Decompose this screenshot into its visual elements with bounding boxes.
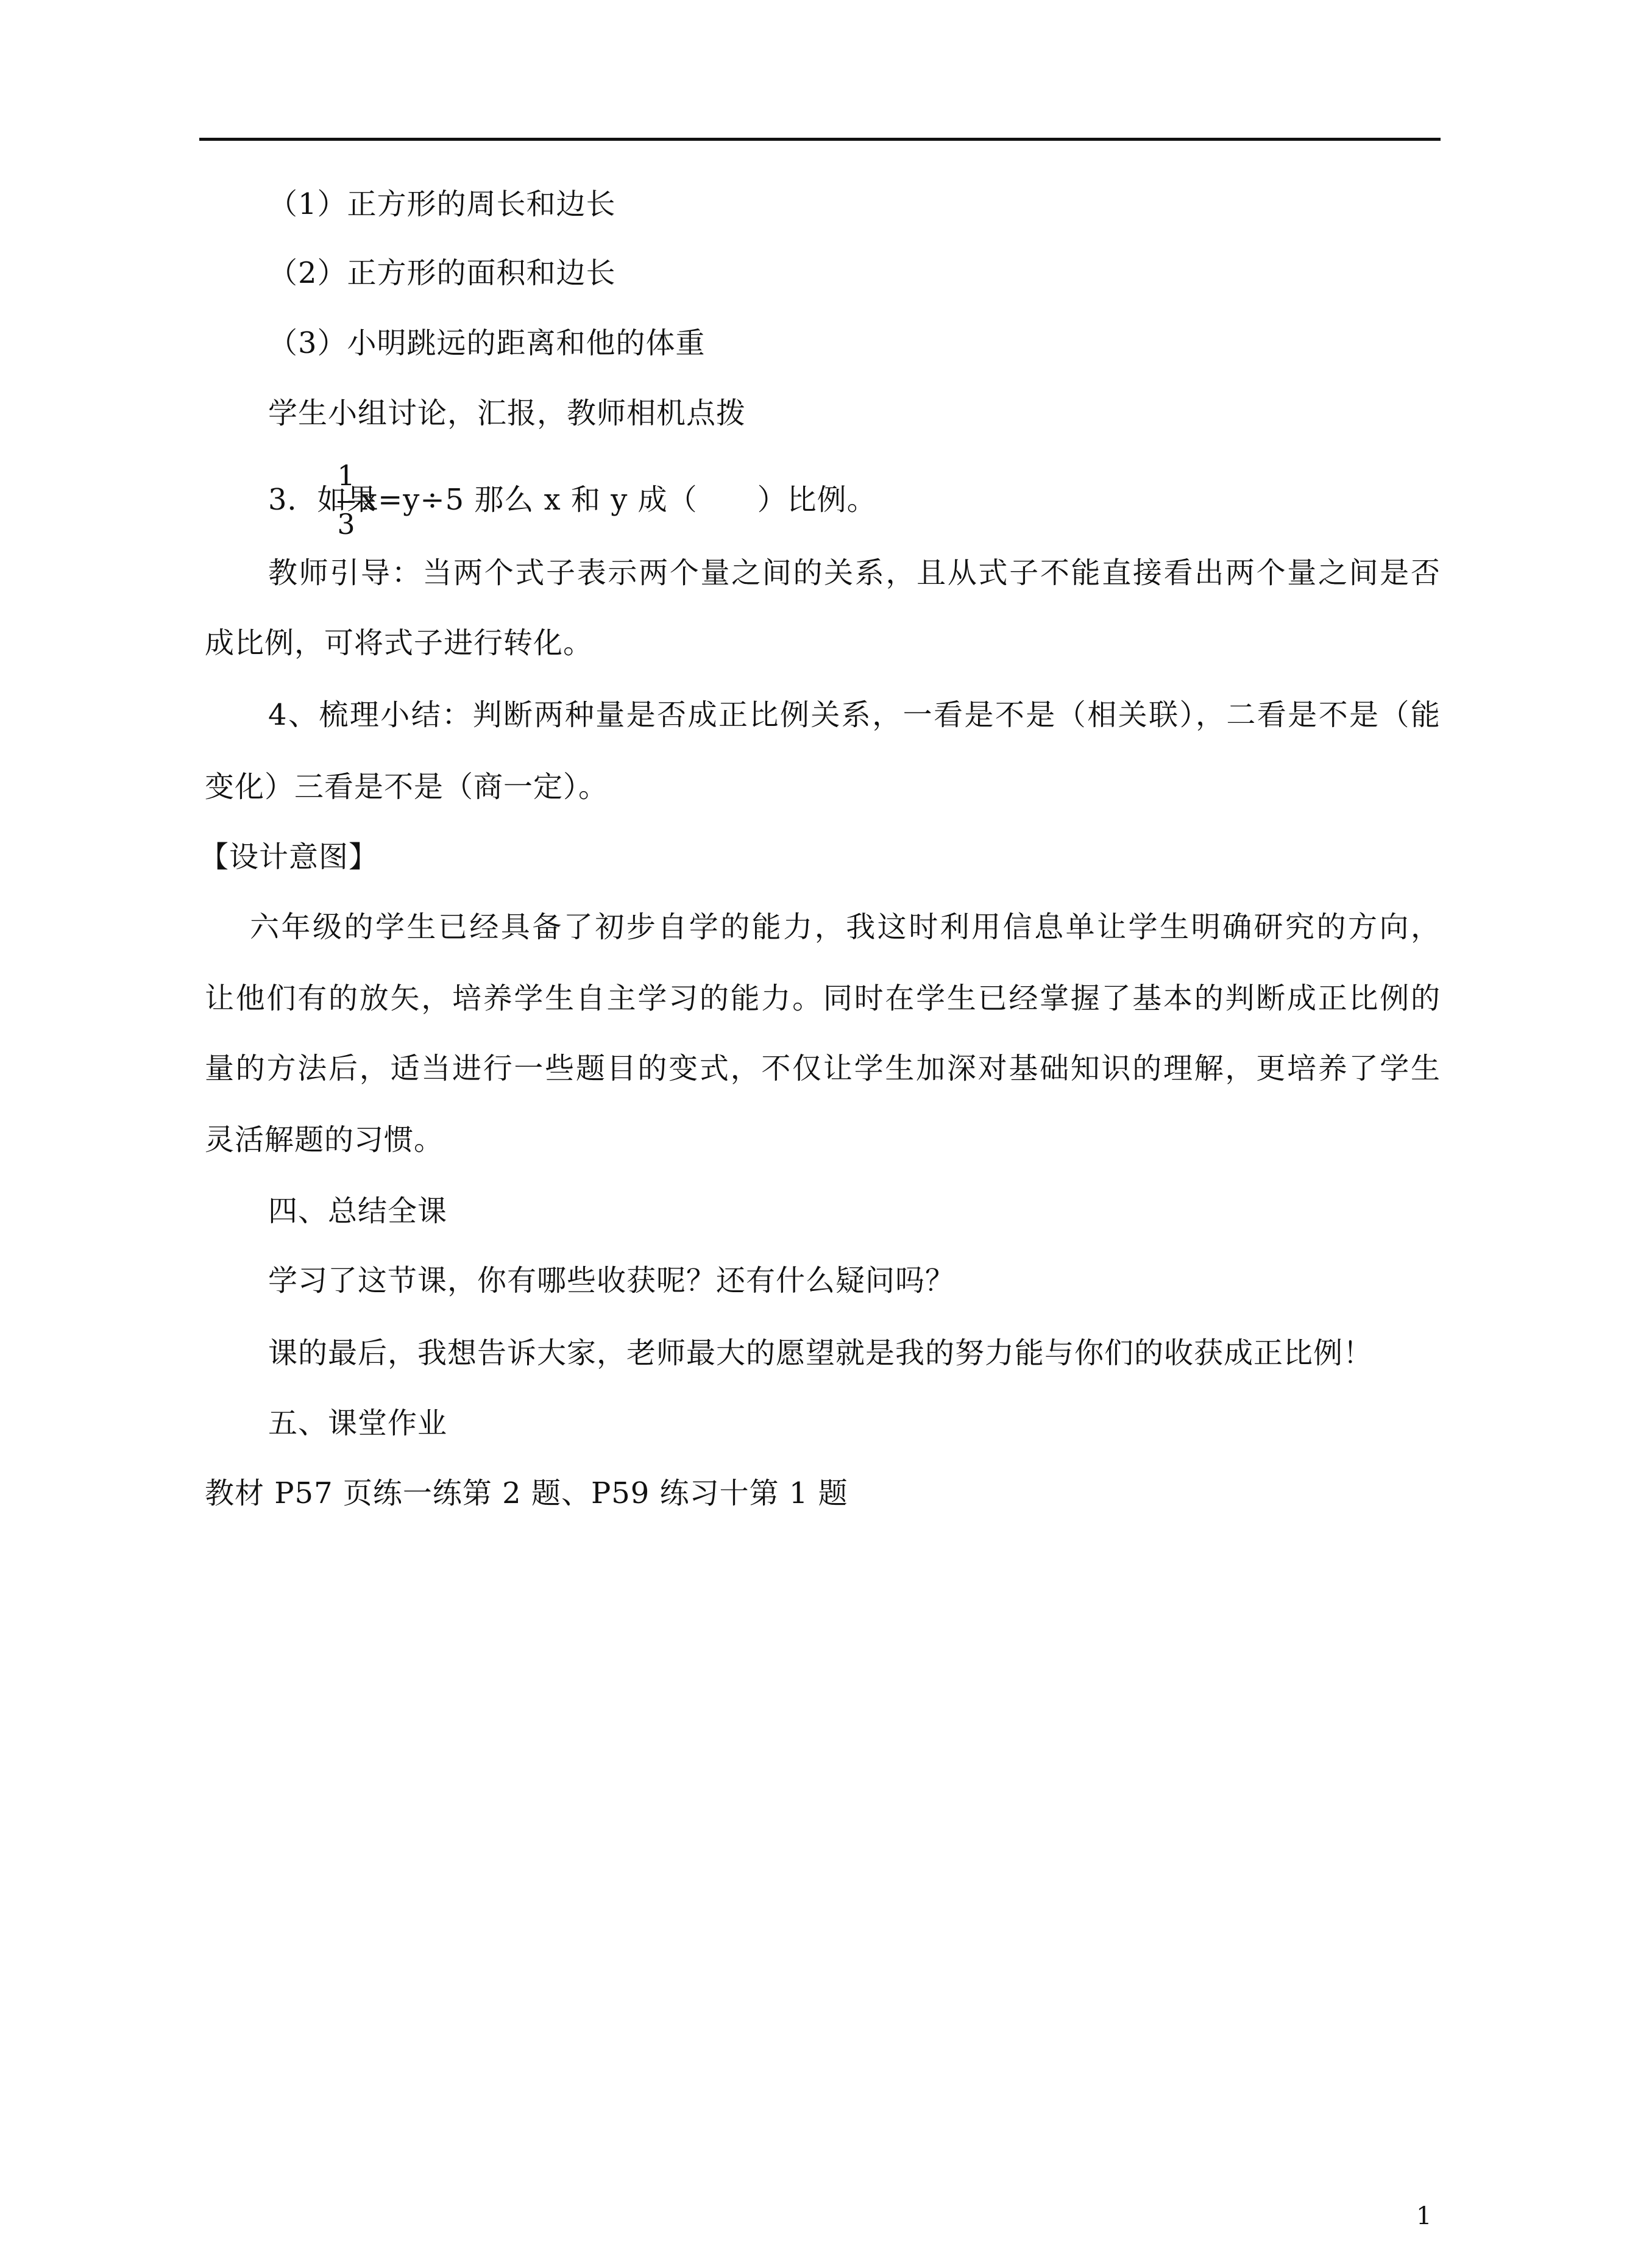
- fraction-denominator: 3: [337, 508, 355, 541]
- design-text-line-3: 量的方法后，适当进行一些题目的变式，不仅让学生加深对基础知识的理解，更培养了学生: [205, 1051, 1441, 1086]
- section-5-line-1: 教材 P57 页练一练第 2 题、P59 练习十第 1 题: [205, 1476, 848, 1510]
- summary-line-2: 变化）三看是不是（商一定）。: [205, 770, 609, 804]
- fraction-bar: [338, 501, 355, 503]
- design-text-line-4: 灵活解题的习惯。: [205, 1123, 444, 1157]
- item-2: （2）正方形的面积和边长: [268, 256, 616, 290]
- item-3: （3）小明跳远的距离和他的体重: [268, 326, 706, 360]
- guide-line-1: 教师引导：当两个式子表示两个量之间的关系，且从式子不能直接看出两个量之间是否: [268, 556, 1441, 590]
- header-rule: [199, 138, 1441, 141]
- section-4-line-2: 课的最后，我想告诉大家，老师最大的愿望就是我的努力能与你们的收获成正比例！: [268, 1336, 1374, 1370]
- design-text-line-1: 六年级的学生已经具备了初步自学的能力，我这时利用信息单让学生明确研究的方向，: [250, 910, 1441, 944]
- discussion-text: 学生小组讨论，汇报，教师相机点拨: [268, 396, 746, 430]
- question-3-prefix: 3．如果: [268, 483, 377, 517]
- fraction-numerator: 1: [337, 459, 355, 492]
- fraction-one-third: [334, 458, 358, 550]
- section-4-line-1: 学习了这节课，你有哪些收获呢？还有什么疑问吗？: [268, 1264, 956, 1298]
- section-5-heading: 五、课堂作业: [268, 1406, 448, 1440]
- summary-line-1: 4、梳理小结：判断两种量是否成正比例关系，一看是不是（相关联），二看是不是（能: [268, 698, 1441, 732]
- question-3-suffix: x=y÷5 那么 x 和 y 成（ ）比例。: [361, 483, 877, 517]
- guide-line-2: 成比例，可将式子进行转化。: [205, 626, 594, 660]
- section-4-heading: 四、总结全课: [268, 1194, 448, 1228]
- page-number: 1: [1416, 2202, 1432, 2230]
- design-heading: 【设计意图】: [199, 840, 379, 874]
- design-text-line-2: 让他们有的放矢，培养学生自主学习的能力。同时在学生已经掌握了基本的判断成正比例的: [205, 981, 1441, 1015]
- item-1: （1）正方形的周长和边长: [268, 187, 616, 221]
